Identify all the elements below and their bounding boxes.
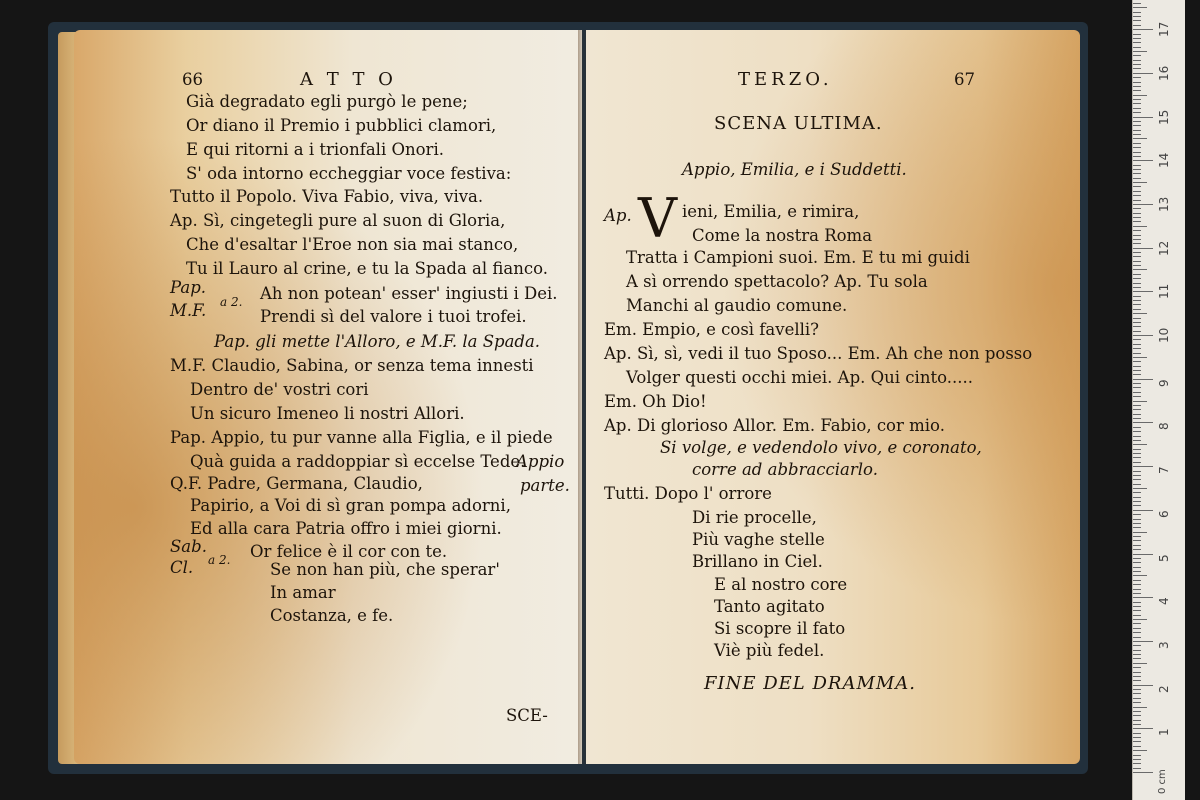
stage-direction: Pap. gli mette l'Alloro, e M.F. la Spada. bbox=[214, 332, 541, 351]
ruler-tick bbox=[1133, 309, 1141, 310]
ruler-tick bbox=[1133, 641, 1153, 642]
ruler-number: 3 bbox=[1157, 641, 1171, 649]
ruler-tick bbox=[1133, 125, 1141, 126]
ruler-tick bbox=[1133, 654, 1141, 655]
ruler-tick bbox=[1133, 38, 1141, 39]
ruler-tick bbox=[1133, 593, 1141, 594]
ruler-tick bbox=[1133, 348, 1141, 349]
ruler-tick bbox=[1133, 7, 1147, 8]
ruler-tick bbox=[1133, 147, 1141, 148]
ruler-number: 6 bbox=[1157, 510, 1171, 518]
text-line: Che d'esaltar l'Eroe non sia mai stanco, bbox=[186, 235, 519, 254]
ruler-tick bbox=[1133, 637, 1141, 638]
ruler-tick bbox=[1133, 344, 1141, 345]
ruler-tick bbox=[1133, 615, 1141, 616]
ruler-tick bbox=[1133, 628, 1141, 629]
ruler-tick bbox=[1133, 366, 1141, 367]
ruler-tick bbox=[1133, 130, 1141, 131]
ruler-number: 2 bbox=[1157, 684, 1171, 693]
ruler-tick bbox=[1133, 444, 1147, 445]
ruler-tick bbox=[1133, 99, 1141, 100]
ruler-tick bbox=[1133, 606, 1141, 607]
ruler-tick bbox=[1133, 436, 1141, 437]
text-line: Tutti. Dopo l' orrore bbox=[604, 484, 772, 503]
ruler-tick bbox=[1133, 195, 1141, 196]
ruler-tick bbox=[1133, 248, 1153, 249]
text-line: Ap. Sì, cingetegli pure al suon di Gloria, bbox=[170, 211, 506, 230]
ruler-tick bbox=[1133, 213, 1141, 214]
text-line: Or felice è il cor con te. bbox=[250, 542, 448, 561]
ruler-tick bbox=[1133, 698, 1141, 699]
ruler-tick bbox=[1133, 261, 1141, 262]
ruler-tick bbox=[1133, 300, 1141, 301]
ruler-tick bbox=[1133, 693, 1141, 694]
text-line: Ap. Sì, sì, vedi il tuo Sposo... Em. Ah che non posso bbox=[604, 344, 1033, 363]
ruler-tick bbox=[1133, 68, 1141, 69]
stage-direction: Si volge, e vedendolo vivo, e coronato, bbox=[660, 438, 982, 457]
stage-direction: corre ad abbracciarlo. bbox=[692, 460, 878, 479]
duet-marker: a 2. bbox=[208, 553, 231, 567]
ruler-number: 16 bbox=[1157, 65, 1171, 81]
text-line: Ed alla cara Patria offro i miei giorni. bbox=[190, 519, 502, 538]
ruler-tick bbox=[1133, 707, 1147, 708]
ruler-tick bbox=[1133, 737, 1141, 738]
speaker-label: M.F. bbox=[170, 301, 207, 320]
ruler-number: 17 bbox=[1157, 21, 1171, 38]
ruler-tick bbox=[1133, 278, 1141, 279]
ruler-tick bbox=[1133, 86, 1141, 87]
ruler-tick bbox=[1133, 387, 1141, 388]
ruler-tick bbox=[1133, 34, 1141, 35]
ruler-tick bbox=[1133, 182, 1147, 183]
ruler-tick bbox=[1133, 274, 1141, 275]
ruler-tick bbox=[1133, 322, 1141, 323]
ruler-tick bbox=[1133, 689, 1141, 690]
text-line: Volger questi occhi miei. Ap. Qui cinto..... bbox=[626, 368, 973, 387]
ruler-tick bbox=[1133, 584, 1141, 585]
ruler-tick bbox=[1133, 610, 1141, 611]
right-running-head: TERZO. bbox=[738, 69, 833, 90]
ruler-tick bbox=[1133, 619, 1147, 620]
text-line: In amar bbox=[270, 583, 336, 602]
ruler-tick bbox=[1133, 12, 1141, 13]
text-line: Or diano il Premio i pubblici clamori, bbox=[186, 116, 497, 135]
ruler-tick bbox=[1133, 370, 1141, 371]
ruler-tick bbox=[1133, 768, 1141, 769]
ruler-tick bbox=[1133, 488, 1147, 489]
left-page-number: 66 bbox=[182, 70, 203, 89]
text-line: Se non han più, che sperar' bbox=[270, 560, 500, 579]
ruler-tick bbox=[1133, 602, 1141, 603]
ruler-tick bbox=[1133, 549, 1141, 550]
speaker-label: Sab. bbox=[170, 537, 207, 556]
ruler-tick bbox=[1133, 191, 1141, 192]
ruler-tick bbox=[1133, 304, 1141, 305]
ruler-tick bbox=[1133, 296, 1141, 297]
text-line: Ah non potean' esser' ingiusti i Dei. bbox=[260, 284, 558, 303]
measuring-ruler bbox=[1132, 0, 1185, 800]
ruler-tick bbox=[1133, 623, 1141, 624]
text-line: Viè più fedel. bbox=[714, 641, 825, 660]
text-line: Manchi al gaudio comune. bbox=[626, 296, 848, 315]
ruler-tick bbox=[1133, 519, 1141, 520]
ruler-tick bbox=[1133, 283, 1141, 284]
ruler-tick bbox=[1133, 143, 1141, 144]
ruler-tick bbox=[1133, 117, 1153, 118]
ruler-number: 15 bbox=[1157, 109, 1171, 125]
ruler-tick bbox=[1133, 527, 1141, 528]
ruler-tick bbox=[1133, 339, 1141, 340]
ruler-tick bbox=[1133, 291, 1153, 292]
ruler-tick bbox=[1133, 47, 1141, 48]
ruler-tick bbox=[1133, 29, 1153, 30]
ruler-tick bbox=[1133, 720, 1141, 721]
ruler-tick bbox=[1133, 331, 1141, 332]
ruler-tick bbox=[1133, 750, 1147, 751]
ruler-tick bbox=[1133, 405, 1141, 406]
text-line: Prendi sì del valore i tuoi trofei. bbox=[260, 307, 527, 326]
ruler-tick bbox=[1133, 77, 1141, 78]
ruler-tick bbox=[1133, 90, 1141, 91]
scene-title: SCENA ULTIMA. bbox=[714, 113, 883, 134]
ruler-tick bbox=[1133, 169, 1141, 170]
ruler-tick bbox=[1133, 318, 1141, 319]
ruler-tick bbox=[1133, 217, 1141, 218]
ruler-tick bbox=[1133, 108, 1141, 109]
ruler-tick bbox=[1133, 414, 1141, 415]
ruler-tick bbox=[1133, 484, 1141, 485]
ruler-number: 12 bbox=[1157, 240, 1171, 256]
text-line: Q.F. Padre, Germana, Claudio, bbox=[170, 474, 423, 493]
ruler-tick bbox=[1133, 558, 1141, 559]
stage-direction: Appio bbox=[516, 452, 565, 471]
ruler-tick bbox=[1133, 685, 1153, 686]
ruler-tick bbox=[1133, 545, 1141, 546]
ruler-tick bbox=[1133, 160, 1153, 161]
ruler-tick bbox=[1133, 409, 1141, 410]
ruler-tick bbox=[1133, 650, 1141, 651]
text-line: Dentro de' vostri cori bbox=[190, 380, 369, 399]
ruler-tick bbox=[1133, 173, 1141, 174]
ruler-tick bbox=[1133, 418, 1141, 419]
ruler-tick bbox=[1133, 554, 1153, 555]
ruler-tick bbox=[1133, 562, 1141, 563]
ruler-tick bbox=[1133, 396, 1141, 397]
ruler-tick bbox=[1133, 763, 1141, 764]
ruler-tick bbox=[1133, 235, 1141, 236]
ruler-tick bbox=[1133, 663, 1147, 664]
text-line: Tratta i Campioni suoi. Em. E tu mi guidi bbox=[626, 248, 970, 267]
ruler-tick bbox=[1133, 505, 1141, 506]
ruler-tick bbox=[1133, 514, 1141, 515]
ruler-tick bbox=[1133, 676, 1141, 677]
ruler-tick bbox=[1133, 64, 1141, 65]
ruler-tick bbox=[1133, 728, 1153, 729]
ruler-tick bbox=[1133, 287, 1141, 288]
ruler-tick bbox=[1133, 383, 1141, 384]
ruler-tick bbox=[1133, 680, 1141, 681]
ruler-tick bbox=[1133, 715, 1141, 716]
ruler-tick bbox=[1133, 95, 1147, 96]
ruler-tick bbox=[1133, 112, 1141, 113]
ruler-tick bbox=[1133, 379, 1153, 380]
ruler-number: 1 bbox=[1157, 728, 1171, 737]
ruler-tick bbox=[1133, 471, 1141, 472]
ruler-tick bbox=[1133, 165, 1141, 166]
drop-cap: V bbox=[638, 187, 677, 250]
ruler-tick bbox=[1133, 221, 1141, 222]
ruler-tick bbox=[1133, 226, 1147, 227]
ruler-tick bbox=[1133, 427, 1141, 428]
ruler-tick bbox=[1133, 667, 1141, 668]
speaker-label: Pap. bbox=[170, 278, 207, 297]
ruler-tick bbox=[1133, 711, 1141, 712]
text-line: Si scopre il fato bbox=[714, 619, 846, 638]
ruler-tick bbox=[1133, 580, 1141, 581]
ruler-tick bbox=[1133, 540, 1141, 541]
ruler-tick bbox=[1133, 523, 1141, 524]
ruler-tick bbox=[1133, 239, 1141, 240]
ruler-tick bbox=[1133, 186, 1141, 187]
text-line: E qui ritorni a i trionfali Onori. bbox=[186, 140, 444, 159]
ruler-tick bbox=[1133, 20, 1141, 21]
ruler-tick bbox=[1133, 632, 1141, 633]
ruler-tick bbox=[1133, 589, 1141, 590]
ruler-tick bbox=[1133, 156, 1141, 157]
ruler-tick bbox=[1133, 658, 1141, 659]
ruler-tick bbox=[1133, 42, 1141, 43]
text-line: S' oda intorno eccheggiar voce festiva: bbox=[186, 164, 512, 183]
ruler-tick bbox=[1133, 392, 1141, 393]
text-line: Già degradato egli purgò le pene; bbox=[186, 92, 468, 111]
ruler-tick bbox=[1133, 243, 1141, 244]
ruler-tick bbox=[1133, 55, 1141, 56]
ruler-tick bbox=[1133, 457, 1141, 458]
left-running-head: A T T O bbox=[300, 69, 397, 90]
right-page-number: 67 bbox=[954, 70, 975, 89]
ruler-number: 4 bbox=[1157, 597, 1171, 606]
ruler-tick bbox=[1133, 510, 1153, 511]
text-line: M.F. Claudio, Sabina, or senza tema innesti bbox=[170, 356, 534, 375]
ruler-tick bbox=[1133, 200, 1141, 201]
ruler-tick bbox=[1133, 724, 1141, 725]
ruler-tick bbox=[1133, 741, 1141, 742]
text-line: Tanto agitato bbox=[714, 597, 825, 616]
ruler-tick bbox=[1133, 134, 1141, 135]
ruler-tick bbox=[1133, 152, 1141, 153]
scene-characters: Appio, Emilia, e i Suddetti. bbox=[682, 160, 907, 179]
ruler-tick bbox=[1133, 51, 1147, 52]
ruler-tick bbox=[1133, 497, 1141, 498]
text-line: Brillano in Ciel. bbox=[692, 552, 823, 571]
ruler-tick bbox=[1133, 567, 1141, 568]
left-page bbox=[74, 30, 582, 764]
ruler-number: 7 bbox=[1157, 466, 1171, 475]
text-line: E al nostro core bbox=[714, 575, 848, 594]
ruler-tick bbox=[1133, 230, 1141, 231]
ruler-tick bbox=[1133, 208, 1141, 209]
text-line: Tu il Lauro al crine, e tu la Spada al fianco. bbox=[186, 259, 548, 278]
ruler-tick bbox=[1133, 475, 1141, 476]
ruler-tick bbox=[1133, 361, 1141, 362]
ruler-tick bbox=[1133, 759, 1141, 760]
ruler-tick bbox=[1133, 16, 1141, 17]
ruler-number: 11 bbox=[1157, 284, 1171, 300]
text-line: Ap. Di glorioso Allor. Em. Fabio, cor mio. bbox=[604, 416, 945, 435]
ruler-tick bbox=[1133, 252, 1141, 253]
ruler-tick bbox=[1133, 462, 1141, 463]
ruler-tick bbox=[1133, 571, 1141, 572]
ruler-tick bbox=[1133, 746, 1141, 747]
text-line: Pap. Appio, tu pur vanne alla Figlia, e il piede bbox=[170, 428, 553, 447]
ruler-tick bbox=[1133, 645, 1141, 646]
stage-direction: parte. bbox=[520, 476, 570, 495]
ruler-tick bbox=[1133, 73, 1153, 74]
ruler-tick bbox=[1133, 532, 1147, 533]
ruler-tick bbox=[1133, 204, 1153, 205]
ruler-tick bbox=[1133, 256, 1141, 257]
text-line: Quà guida a raddoppiar sì eccelse Tede. bbox=[190, 452, 526, 471]
ruler-tick bbox=[1133, 536, 1141, 537]
ruler-tick bbox=[1133, 82, 1141, 83]
ruler-number: 14 bbox=[1157, 152, 1171, 169]
ruler-tick bbox=[1133, 326, 1141, 327]
ruler-tick bbox=[1133, 121, 1141, 122]
ruler-tick bbox=[1133, 733, 1141, 734]
ruler-tick bbox=[1133, 401, 1147, 402]
ruler-tick bbox=[1133, 313, 1147, 314]
ruler-tick bbox=[1133, 335, 1153, 336]
ruler-tick bbox=[1133, 374, 1141, 375]
text-line: A sì orrendo spettacolo? Ap. Tu sola bbox=[626, 272, 928, 291]
ruler-tick bbox=[1133, 755, 1141, 756]
text-line: Come la nostra Roma bbox=[692, 226, 873, 245]
ruler-tick bbox=[1133, 449, 1141, 450]
text-line: Em. Oh Dio! bbox=[604, 392, 707, 411]
ruler-tick bbox=[1133, 440, 1141, 441]
text-line: Papirio, a Voi di sì gran pompa adorni, bbox=[190, 496, 511, 515]
text-line: Più vaghe stelle bbox=[692, 530, 825, 549]
ruler-tick bbox=[1133, 265, 1141, 266]
duet-marker: a 2. bbox=[220, 295, 243, 309]
right-page bbox=[586, 30, 1080, 764]
ruler-tick bbox=[1133, 772, 1153, 773]
end-of-drama: FINE DEL DRAMMA. bbox=[704, 673, 917, 694]
ruler-tick bbox=[1133, 702, 1141, 703]
text-line: Em. Empio, e così favelli? bbox=[604, 320, 820, 339]
ruler-tick bbox=[1133, 422, 1153, 423]
ruler-tick bbox=[1133, 501, 1141, 502]
ruler-tick bbox=[1133, 575, 1147, 576]
text-line: Costanza, e fe. bbox=[270, 606, 394, 625]
ruler-tick bbox=[1133, 353, 1141, 354]
ruler-tick bbox=[1133, 357, 1147, 358]
ruler-tick bbox=[1133, 597, 1153, 598]
ruler-tick bbox=[1133, 466, 1153, 467]
ruler-unit-label: 0 cm bbox=[1157, 769, 1168, 794]
ruler-tick bbox=[1133, 25, 1141, 26]
speaker-label: Ap. bbox=[604, 206, 632, 225]
ruler-tick bbox=[1133, 492, 1141, 493]
ruler-tick bbox=[1133, 3, 1141, 4]
text-line: Un sicuro Imeneo li nostri Allori. bbox=[190, 404, 465, 423]
text-line: ieni, Emilia, e rimira, bbox=[682, 202, 860, 221]
ruler-tick bbox=[1133, 60, 1141, 61]
catchword: SCE- bbox=[506, 706, 548, 725]
ruler-tick bbox=[1133, 453, 1141, 454]
speaker-label: Cl. bbox=[170, 558, 194, 577]
ruler-number: 10 bbox=[1157, 327, 1171, 343]
ruler-tick bbox=[1133, 138, 1147, 139]
ruler-number: 13 bbox=[1157, 196, 1171, 212]
ruler-number: 5 bbox=[1157, 553, 1171, 562]
text-line: Tutto il Popolo. Viva Fabio, viva, viva. bbox=[170, 187, 484, 206]
text-line: Di rie procelle, bbox=[692, 508, 817, 527]
ruler-tick bbox=[1133, 269, 1147, 270]
ruler-tick bbox=[1133, 431, 1141, 432]
ruler-tick bbox=[1133, 103, 1141, 104]
ruler-tick bbox=[1133, 178, 1141, 179]
ruler-number: 8 bbox=[1157, 422, 1171, 431]
ruler-tick bbox=[1133, 479, 1141, 480]
ruler-number: 9 bbox=[1157, 379, 1171, 387]
ruler-tick bbox=[1133, 672, 1141, 673]
